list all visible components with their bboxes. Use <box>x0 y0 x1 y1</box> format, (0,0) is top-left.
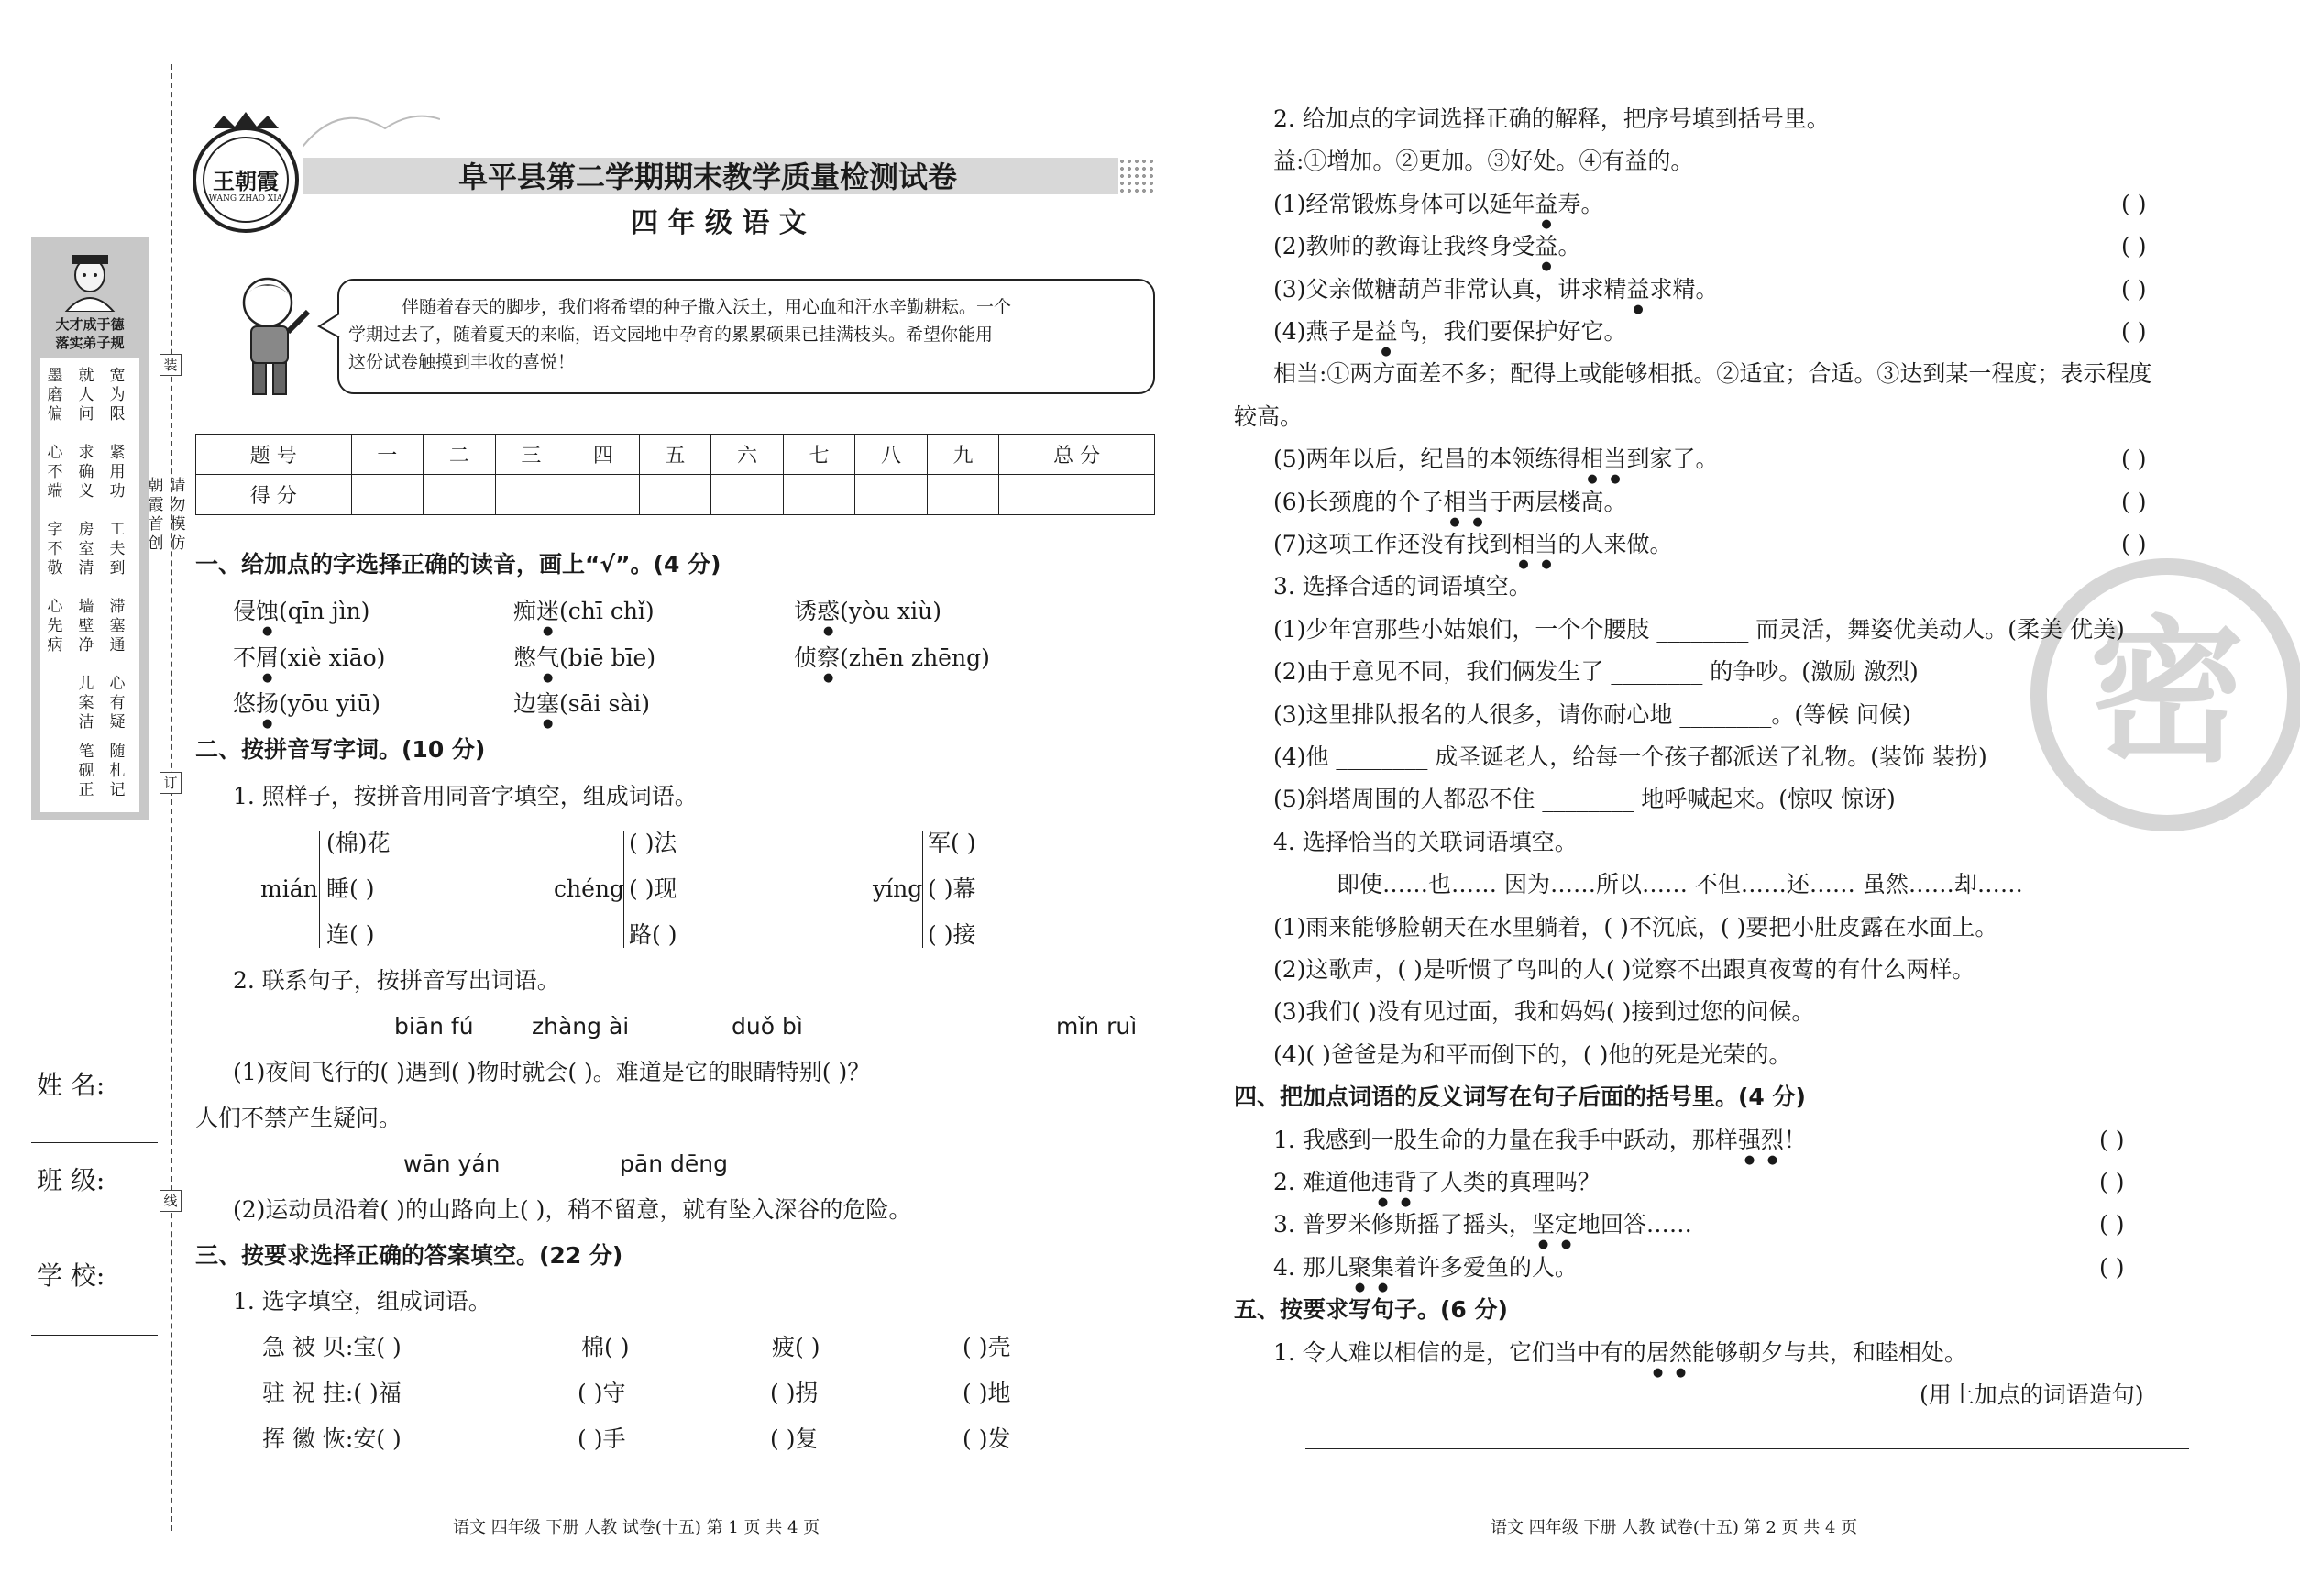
answer-paren[interactable]: ( ) <box>2121 446 2147 472</box>
answer-paren[interactable]: ( ) <box>2099 1127 2125 1153</box>
intro-line-2: 学期过去了，随着夏天的来临，语文园地中孕育的累累硕果已挂满枝头。希望你能用 <box>348 325 994 345</box>
score-cell[interactable] <box>351 475 424 515</box>
score-header-row <box>196 435 1155 475</box>
char-fill[interactable]: 急 被 贝:宝( ) <box>262 1334 402 1360</box>
score-header-cell: 一 <box>351 435 424 475</box>
s2-q2: 2. 联系句子，按拼音写出词语。 <box>233 967 560 994</box>
group-pinyin: mián <box>260 875 318 902</box>
fill-blank: (棉)花 <box>326 830 391 856</box>
motto-line-2: 落实弟子规 <box>55 335 125 351</box>
name-field[interactable] <box>31 1142 158 1143</box>
score-cell[interactable] <box>567 475 640 515</box>
score-header-cell: 题 号 <box>196 435 352 475</box>
stamp-text: 密 <box>2088 602 2245 784</box>
answer-line[interactable] <box>1305 1448 2189 1449</box>
pinyin-hint: mǐn ruì <box>1056 1013 1138 1040</box>
pinyin-choice[interactable]: 不屑(xiè xiāo) <box>233 644 386 671</box>
motto-col: 心有疑 <box>109 675 126 732</box>
s3-q4: 4. 选择恰当的关联词语填空。 <box>1273 829 1578 855</box>
fill-blank[interactable]: 军( ) <box>928 830 976 856</box>
motto-col: 墨磨偏 <box>47 367 63 424</box>
score-header-cell: 二 <box>424 435 496 475</box>
score-cell[interactable] <box>999 475 1155 515</box>
footer-left: 语文 四年级 下册 人教 试卷(十五) 第 1 页 共 4 页 <box>453 1518 820 1537</box>
answer-paren[interactable]: ( ) <box>2121 318 2147 345</box>
answer-paren[interactable]: ( ) <box>2121 531 2147 557</box>
antonym-question: 3. 普罗米修斯摇了摇头，坚定地回答…… <box>1273 1211 1692 1238</box>
fill-blank[interactable]: 连( ) <box>326 921 375 948</box>
s5-hint: (用上加点的词语造句) <box>1920 1381 2144 1408</box>
score-cell[interactable] <box>495 475 567 515</box>
logo-subtext: WANG ZHAO XIA <box>208 194 283 204</box>
section-4-title: 四、把加点词语的反义词写在句子后面的括号里。(4 分) <box>1234 1084 1806 1110</box>
char-fill[interactable]: ( )壳 <box>963 1334 1011 1360</box>
meaning-question: (4)燕子是益鸟，我们要保护好它。 <box>1273 318 1627 345</box>
pinyin-hint: wān yán <box>403 1150 501 1177</box>
cut-mark-2: 订 <box>160 772 182 794</box>
logo-text: 王朝霞 <box>213 169 279 194</box>
char-fill[interactable]: 疲( ) <box>772 1334 820 1360</box>
section-1-title: 一、给加点的字选择正确的读音，画上“√”。(4 分) <box>195 551 721 578</box>
answer-paren[interactable]: ( ) <box>2099 1169 2125 1195</box>
connective-fill[interactable]: (1)雨来能够脸朝天在水里躺着，( )不沉底，( )要把小肚皮露在水面上。 <box>1273 914 1998 941</box>
char-fill[interactable]: ( )手 <box>578 1425 626 1452</box>
antonym-question: 2. 难道他违背了人类的真理吗？ <box>1273 1169 1601 1195</box>
s3-q3: 3. 选择合适的词语填空。 <box>1273 573 1532 600</box>
fill-blank[interactable]: ( )接 <box>928 921 976 948</box>
motto-col: 笔砚正 <box>78 743 94 799</box>
binding-line <box>171 64 172 1531</box>
class-label: 班 级: <box>37 1165 105 1195</box>
intro-line-3: 这份试卷触摸到丰收的喜悦！ <box>348 352 576 372</box>
motto-col: 字不敬 <box>47 521 63 578</box>
s2-q1: 1. 照样子，按拼音用同音字填空，组成词语。 <box>233 783 698 809</box>
score-header-cell: 九 <box>927 435 999 475</box>
pinyin-choice[interactable]: 边塞(sāi sài) <box>513 690 650 717</box>
page-subtitle: 四 年 级 语 文 <box>631 207 807 239</box>
fill-blank[interactable]: ( )幕 <box>928 875 976 902</box>
fill-blank[interactable]: 睡( ) <box>326 875 375 902</box>
motto-col: 儿案洁 <box>78 675 94 732</box>
score-header-cell: 总 分 <box>999 435 1155 475</box>
pinyin-hint: biān fú <box>394 1013 474 1040</box>
group-pinyin: yíng <box>873 875 923 902</box>
school-field[interactable] <box>31 1335 158 1336</box>
pinyin-choice[interactable]: 侦察(zhēn zhēng) <box>794 644 990 671</box>
pinyin-choice[interactable]: 诱惑(yòu xiù) <box>794 598 941 624</box>
char-fill[interactable]: ( )拐 <box>770 1380 819 1406</box>
motto-col: 心不端 <box>47 444 63 501</box>
word-fill[interactable]: (4)他 ________ 成圣诞老人，给每一个孩子都派送了礼物。(装饰 装扮) <box>1273 743 1987 770</box>
motto-col: 心先病 <box>47 598 63 655</box>
motto-col: 紧用功 <box>109 444 126 501</box>
antonym-question: 1. 我感到一股生命的力量在我手中跃动，那样强烈！ <box>1273 1127 1807 1153</box>
score-cell[interactable] <box>711 475 784 515</box>
cut-mark-3: 线 <box>160 1190 182 1212</box>
meaning-question: (3)父亲做糖葫芦非常认真，讲求精益求精。 <box>1273 276 1719 303</box>
char-fill[interactable]: 挥 徽 恢:安( ) <box>262 1425 402 1452</box>
motto-col: 随札记 <box>109 743 126 799</box>
pinyin-hint: pān dēng <box>620 1150 728 1177</box>
pinyin-choice[interactable]: 侵蚀(qīn jìn) <box>233 598 370 624</box>
answer-paren[interactable]: ( ) <box>2121 276 2147 303</box>
xiangdang-definition-cont: 较高。 <box>1234 403 1304 430</box>
connective-fill[interactable]: (4)( )爸爸是为和平而倒下的，( )他的死是光荣的。 <box>1273 1041 1792 1068</box>
motto-col: 宽为限 <box>109 367 126 424</box>
score-cell[interactable] <box>424 475 496 515</box>
s3-q2: 2. 给加点的字词选择正确的解释，把序号填到括号里。 <box>1273 105 1830 132</box>
footer-right: 语文 四年级 下册 人教 试卷(十五) 第 2 页 共 4 页 <box>1491 1518 1858 1537</box>
char-fill[interactable]: 驻 祝 拄:( )福 <box>262 1380 402 1406</box>
word-fill[interactable]: (1)少年宫那些小姑娘们，一个个腰肢 ________ 而灵活，舞姿优美动人。(柔美 优美) <box>1273 616 2125 643</box>
pinyin-choice[interactable]: 悠扬(yōu yiū) <box>233 690 380 717</box>
yi-definition: 益:①增加。②更加。③好处。④有益的。 <box>1273 148 1694 174</box>
s3-q1: 1. 选字填空，组成词语。 <box>233 1288 491 1315</box>
vertical-note-1: 朝霞首创 <box>148 477 164 553</box>
antonym-question: 4. 那儿聚集着许多爱鱼的人。 <box>1273 1254 1578 1281</box>
vertical-note-2: 请勿模仿 <box>170 477 186 553</box>
motto-col: 工夫到 <box>109 521 126 578</box>
connective-fill[interactable]: (2)这歌声，( )是听惯了鸟叫的人( )觉察不出跟真夜莺的有什么两样。 <box>1273 956 1975 983</box>
score-cell[interactable] <box>639 475 711 515</box>
connective-fill[interactable]: (3)我们( )没有见过面，我和妈妈( )接到过您的问候。 <box>1273 998 1815 1025</box>
meaning-question: (7)这项工作还没有找到相当的人来做。 <box>1273 531 1673 557</box>
motto-panel <box>31 237 149 820</box>
fill-blank[interactable]: 路( ) <box>629 921 677 948</box>
char-fill[interactable]: 棉( ) <box>581 1334 630 1360</box>
xiangdang-definition: 相当:①两方面差不多；配得上或能够相抵。②适宜；合适。③达到某一程度；表示程度 <box>1273 360 2152 387</box>
score-cell[interactable] <box>855 475 928 515</box>
meaning-question: (5)两年以后，纪昌的本领练得相当到家了。 <box>1273 446 1719 472</box>
answer-paren[interactable]: ( ) <box>2099 1211 2125 1238</box>
group-brace <box>319 831 325 948</box>
name-label: 姓 名: <box>37 1070 105 1100</box>
title-band-dots <box>1118 158 1155 194</box>
answer-paren[interactable]: ( ) <box>2121 233 2147 259</box>
school-label: 学 校: <box>37 1260 105 1291</box>
secret-stamp <box>2030 557 2300 832</box>
score-header-cell: 四 <box>567 435 640 475</box>
sentence-fill[interactable]: (1)夜间飞行的( )遇到( )物时就会( )。难道是它的眼睛特别( )？ <box>233 1059 871 1085</box>
fill-blank[interactable]: ( )法 <box>629 830 677 856</box>
motto-col: 墙壁净 <box>78 598 94 655</box>
meaning-question: (2)教师的教诲让我终身受益。 <box>1273 233 1581 259</box>
group-pinyin: chéng <box>554 875 625 902</box>
word-fill[interactable]: (2)由于意见不同，我们俩发生了 ________ 的争吵。(激励 激烈) <box>1273 658 1919 685</box>
score-header-cell: 六 <box>711 435 784 475</box>
intro-line-1: 伴随着春天的脚步，我们将希望的种子撒入沃土，用心血和汗水辛勤耕耘。一个 <box>402 297 1012 317</box>
connective-options: 即使……也…… 因为……所以…… 不但……还…… 虽然……却…… <box>1337 871 2023 897</box>
section-3-title: 三、按要求选择正确的答案填空。(22 分) <box>195 1242 623 1269</box>
motto-col: 房室清 <box>78 521 94 578</box>
cut-mark-1: 装 <box>160 354 182 376</box>
score-header-cell: 三 <box>495 435 567 475</box>
meaning-question: (6)长颈鹿的个子相当于两层楼高。 <box>1273 489 1627 515</box>
score-header-cell: 五 <box>639 435 711 475</box>
pinyin-choice[interactable]: 憋气(biē bīe) <box>513 644 656 671</box>
motto-col: 就人问 <box>78 367 94 424</box>
ribbon-decoration <box>303 101 440 156</box>
score-header-cell: 七 <box>783 435 855 475</box>
word-fill[interactable]: (3)这里排队报名的人很多，请你耐心地 ________。(等候 问候) <box>1273 701 1911 728</box>
motto-col: 滞塞通 <box>109 598 126 655</box>
sentence-continued: 人们不禁产生疑问。 <box>195 1105 402 1131</box>
section-5-title: 五、按要求写句子。(6 分) <box>1234 1296 1508 1323</box>
char-fill[interactable]: ( )复 <box>770 1425 819 1452</box>
score-cell[interactable] <box>783 475 855 515</box>
fill-blank[interactable]: ( )现 <box>629 875 677 902</box>
answer-paren[interactable]: ( ) <box>2121 489 2147 515</box>
cartoon-boy-icon <box>224 271 315 400</box>
pinyin-choice[interactable]: 痴迷(chī chǐ) <box>513 598 655 624</box>
score-row <box>196 475 1155 515</box>
score-cell[interactable] <box>927 475 999 515</box>
pinyin-hint: duǒ bì <box>732 1013 803 1040</box>
answer-paren[interactable]: ( ) <box>2121 191 2147 217</box>
pinyin-hint: zhàng ài <box>532 1013 630 1040</box>
motto-line-1: 大才成于德 <box>55 316 125 333</box>
scholar-figure-icon <box>57 248 123 312</box>
vertical-note <box>147 477 193 660</box>
speech-bubble-tail-icon <box>317 312 341 339</box>
word-fill[interactable]: (5)斜塔周围的人都忍不住 ________ 地呼喊起来。(惊叹 惊讶) <box>1273 786 1896 812</box>
score-table <box>195 434 1155 515</box>
motto-col: 求确义 <box>78 444 94 501</box>
sentence-fill[interactable]: (2)运动员沿着( )的山路向上( )，稍不留意，就有坠入深谷的危险。 <box>233 1196 912 1223</box>
section-2-title: 二、按拼音写字词。(10 分) <box>195 736 486 763</box>
motto-inner <box>40 358 139 812</box>
char-fill[interactable]: ( )守 <box>578 1380 626 1406</box>
char-fill[interactable]: ( )地 <box>963 1380 1011 1406</box>
s5-q1: 1. 令人难以相信的是，它们当中有的居然能够朝夕与共，和睦相处。 <box>1273 1339 1967 1366</box>
score-row-label: 得 分 <box>196 475 352 515</box>
logo <box>182 108 310 237</box>
meaning-question: (1)经常锻炼身体可以延年益寿。 <box>1273 191 1604 217</box>
char-fill[interactable]: ( )发 <box>963 1425 1011 1452</box>
answer-paren[interactable]: ( ) <box>2099 1254 2125 1281</box>
score-header-cell: 八 <box>855 435 928 475</box>
page-title: 阜平县第二学期期末教学质量检测试卷 <box>458 160 958 194</box>
